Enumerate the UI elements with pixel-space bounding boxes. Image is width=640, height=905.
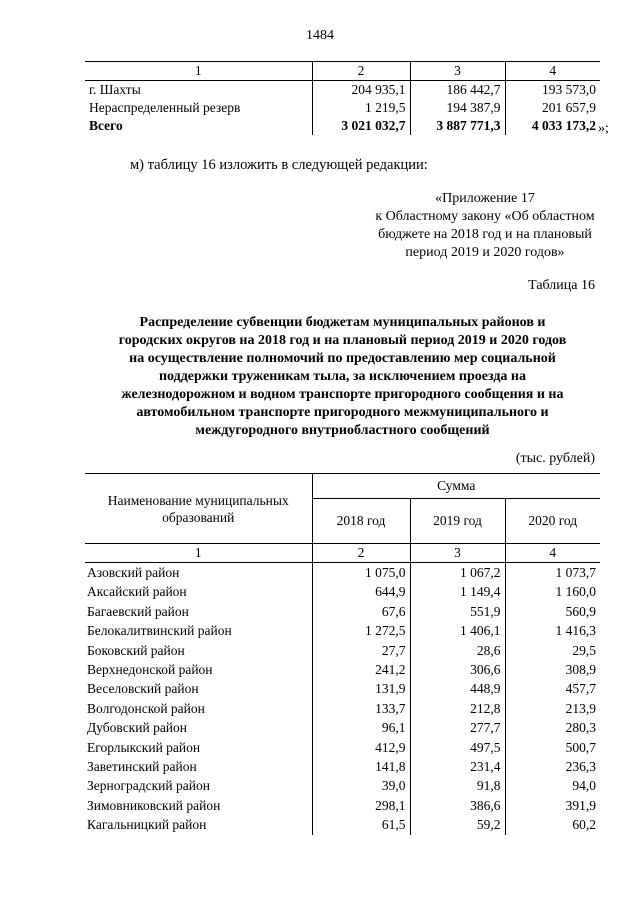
value-2019: 91,8 bbox=[410, 776, 505, 795]
value-2019: 212,8 bbox=[410, 699, 505, 718]
value-2018: 133,7 bbox=[312, 699, 410, 718]
title-line: городских округов на 2018 год и на плановый период 2019 и 2020 годов bbox=[118, 333, 567, 348]
value-2018: 1 075,0 bbox=[312, 563, 410, 583]
value-2020: 1 073,7 bbox=[505, 563, 600, 583]
value-2020: 1 416,3 bbox=[505, 621, 600, 640]
header-sum: Сумма bbox=[312, 474, 600, 499]
value-2020: 308,9 bbox=[505, 660, 600, 679]
row-name: Дубовский район bbox=[87, 720, 188, 736]
value-2020: 94,0 bbox=[505, 776, 600, 795]
table-row bbox=[85, 563, 600, 583]
table-row bbox=[85, 757, 600, 776]
total-row bbox=[85, 117, 600, 135]
row-name: Зерноградский район bbox=[87, 778, 210, 794]
appendix-line: «Приложение 17 bbox=[435, 191, 535, 206]
row-name: г. Шахты bbox=[89, 82, 141, 97]
value-2019: 28,6 bbox=[410, 641, 505, 660]
row-name: Зимовниковский район bbox=[87, 797, 221, 813]
value-2018: 204 935,1 bbox=[312, 81, 410, 100]
value-2018: 96,1 bbox=[312, 718, 410, 737]
value-2018: 412,9 bbox=[312, 738, 410, 757]
closing-quote: »; bbox=[598, 121, 609, 136]
row-name: Заветинский район bbox=[87, 759, 197, 775]
value-2020: 201 657,9 bbox=[505, 99, 600, 117]
value-2018: 1 219,5 bbox=[312, 99, 410, 117]
value-2020: 60,2 bbox=[505, 815, 600, 834]
header-year: 2020 год bbox=[505, 499, 600, 544]
row-name: Веселовский район bbox=[87, 681, 199, 697]
header-year: 2019 год bbox=[410, 499, 505, 544]
total-2020: 4 033 173,2 bbox=[505, 117, 600, 135]
table-row bbox=[85, 679, 600, 698]
col-number: 2 bbox=[312, 544, 410, 563]
value-2020: 1 160,0 bbox=[505, 582, 600, 601]
col-number: 3 bbox=[410, 62, 505, 81]
row-name: Волгодонской район bbox=[87, 700, 205, 716]
value-2019: 186 442,7 bbox=[410, 81, 505, 100]
table-row bbox=[85, 699, 600, 718]
table-row bbox=[85, 815, 600, 834]
col-number: 3 bbox=[410, 544, 505, 563]
instruction-text: м) таблицу 16 изложить в следующей редакции: bbox=[130, 157, 428, 173]
total-2018: 3 021 032,7 bbox=[312, 117, 410, 135]
row-name: Азовский район bbox=[87, 565, 180, 580]
value-2020: 236,3 bbox=[505, 757, 600, 776]
value-2020: 213,9 bbox=[505, 699, 600, 718]
table-row bbox=[85, 718, 600, 737]
value-2019: 1 149,4 bbox=[410, 582, 505, 601]
continuation-table bbox=[85, 61, 600, 135]
total-2019: 3 887 771,3 bbox=[410, 117, 505, 135]
value-2020: 560,9 bbox=[505, 602, 600, 621]
value-2018: 67,6 bbox=[312, 602, 410, 621]
row-name: Боковский район bbox=[87, 642, 185, 658]
table-row bbox=[85, 99, 600, 117]
subvention-table bbox=[85, 473, 600, 835]
col-number: 1 bbox=[85, 62, 312, 81]
value-2020: 457,7 bbox=[505, 679, 600, 698]
page-number: 1484 bbox=[306, 28, 334, 43]
appendix-line: период 2019 и 2020 годов» bbox=[405, 245, 565, 260]
appendix-reference bbox=[360, 190, 610, 262]
value-2018: 1 272,5 bbox=[312, 621, 410, 640]
table-row bbox=[85, 582, 600, 601]
value-2019: 194 387,9 bbox=[410, 99, 505, 117]
value-2018: 131,9 bbox=[312, 679, 410, 698]
value-2019: 306,6 bbox=[410, 660, 505, 679]
value-2019: 386,6 bbox=[410, 796, 505, 815]
value-2018: 298,1 bbox=[312, 796, 410, 815]
value-2018: 61,5 bbox=[312, 815, 410, 834]
row-name: Багаевский район bbox=[87, 603, 189, 619]
col-number: 4 bbox=[505, 62, 600, 81]
units-label: (тыс. рублей) bbox=[515, 451, 595, 466]
title-line: Распределение субвенции бюджетам муниципальных районов и bbox=[139, 315, 546, 330]
value-2020: 193 573,0 bbox=[505, 81, 600, 100]
value-2018: 241,2 bbox=[312, 660, 410, 679]
value-2020: 280,3 bbox=[505, 718, 600, 737]
col-number: 2 bbox=[312, 62, 410, 81]
title-line: на осуществление полномочий по предоставлению мер социальной bbox=[129, 351, 556, 366]
title-line: железнодорожном и водном транспорте пригородного сообщения и на bbox=[121, 387, 564, 402]
table-row bbox=[85, 81, 600, 100]
value-2020: 29,5 bbox=[505, 641, 600, 660]
title-line: междугородного внутриобластного сообщений bbox=[195, 423, 490, 438]
value-2019: 1 406,1 bbox=[410, 621, 505, 640]
value-2018: 644,9 bbox=[312, 582, 410, 601]
row-name: Белокалитвинский район bbox=[87, 623, 232, 639]
title-line: автомобильном транспорте пригородного межмуниципального и bbox=[136, 405, 549, 420]
table-header-row bbox=[85, 62, 600, 81]
appendix-line: бюджете на 2018 год и на плановый bbox=[378, 227, 592, 242]
value-2019: 277,7 bbox=[410, 718, 505, 737]
value-2018: 39,0 bbox=[312, 776, 410, 795]
table-row bbox=[85, 776, 600, 795]
row-name: Кагальницкий район bbox=[87, 817, 207, 833]
table-label: Таблица 16 bbox=[528, 278, 595, 293]
row-name: Аксайский район bbox=[87, 584, 187, 600]
table-title bbox=[85, 314, 600, 440]
value-2018: 27,7 bbox=[312, 641, 410, 660]
value-2019: 59,2 bbox=[410, 815, 505, 834]
value-2019: 551,9 bbox=[410, 602, 505, 621]
row-name: Нераспределенный резерв bbox=[89, 100, 241, 115]
table-row bbox=[85, 621, 600, 640]
table-row bbox=[85, 602, 600, 621]
table-row bbox=[85, 660, 600, 679]
appendix-line: к Областному закону «Об областном bbox=[375, 209, 595, 224]
title-line: поддержки труженикам тыла, за исключением проезда на bbox=[158, 369, 526, 384]
value-2020: 500,7 bbox=[505, 738, 600, 757]
value-2019: 448,9 bbox=[410, 679, 505, 698]
col-number: 1 bbox=[85, 544, 312, 563]
table-row bbox=[85, 796, 600, 815]
value-2019: 497,5 bbox=[410, 738, 505, 757]
row-name: Егорлыкский район bbox=[87, 739, 201, 755]
col-number: 4 bbox=[505, 544, 600, 563]
value-2019: 1 067,2 bbox=[410, 563, 505, 583]
value-2020: 391,9 bbox=[505, 796, 600, 815]
value-2019: 231,4 bbox=[410, 757, 505, 776]
total-label: Всего bbox=[89, 118, 123, 133]
value-2018: 141,8 bbox=[312, 757, 410, 776]
table-row bbox=[85, 738, 600, 757]
header-year: 2018 год bbox=[312, 499, 410, 544]
row-name: Верхнедонской район bbox=[87, 662, 213, 678]
header-name: Наименование муниципальных образований bbox=[85, 474, 312, 544]
table-row bbox=[85, 641, 600, 660]
